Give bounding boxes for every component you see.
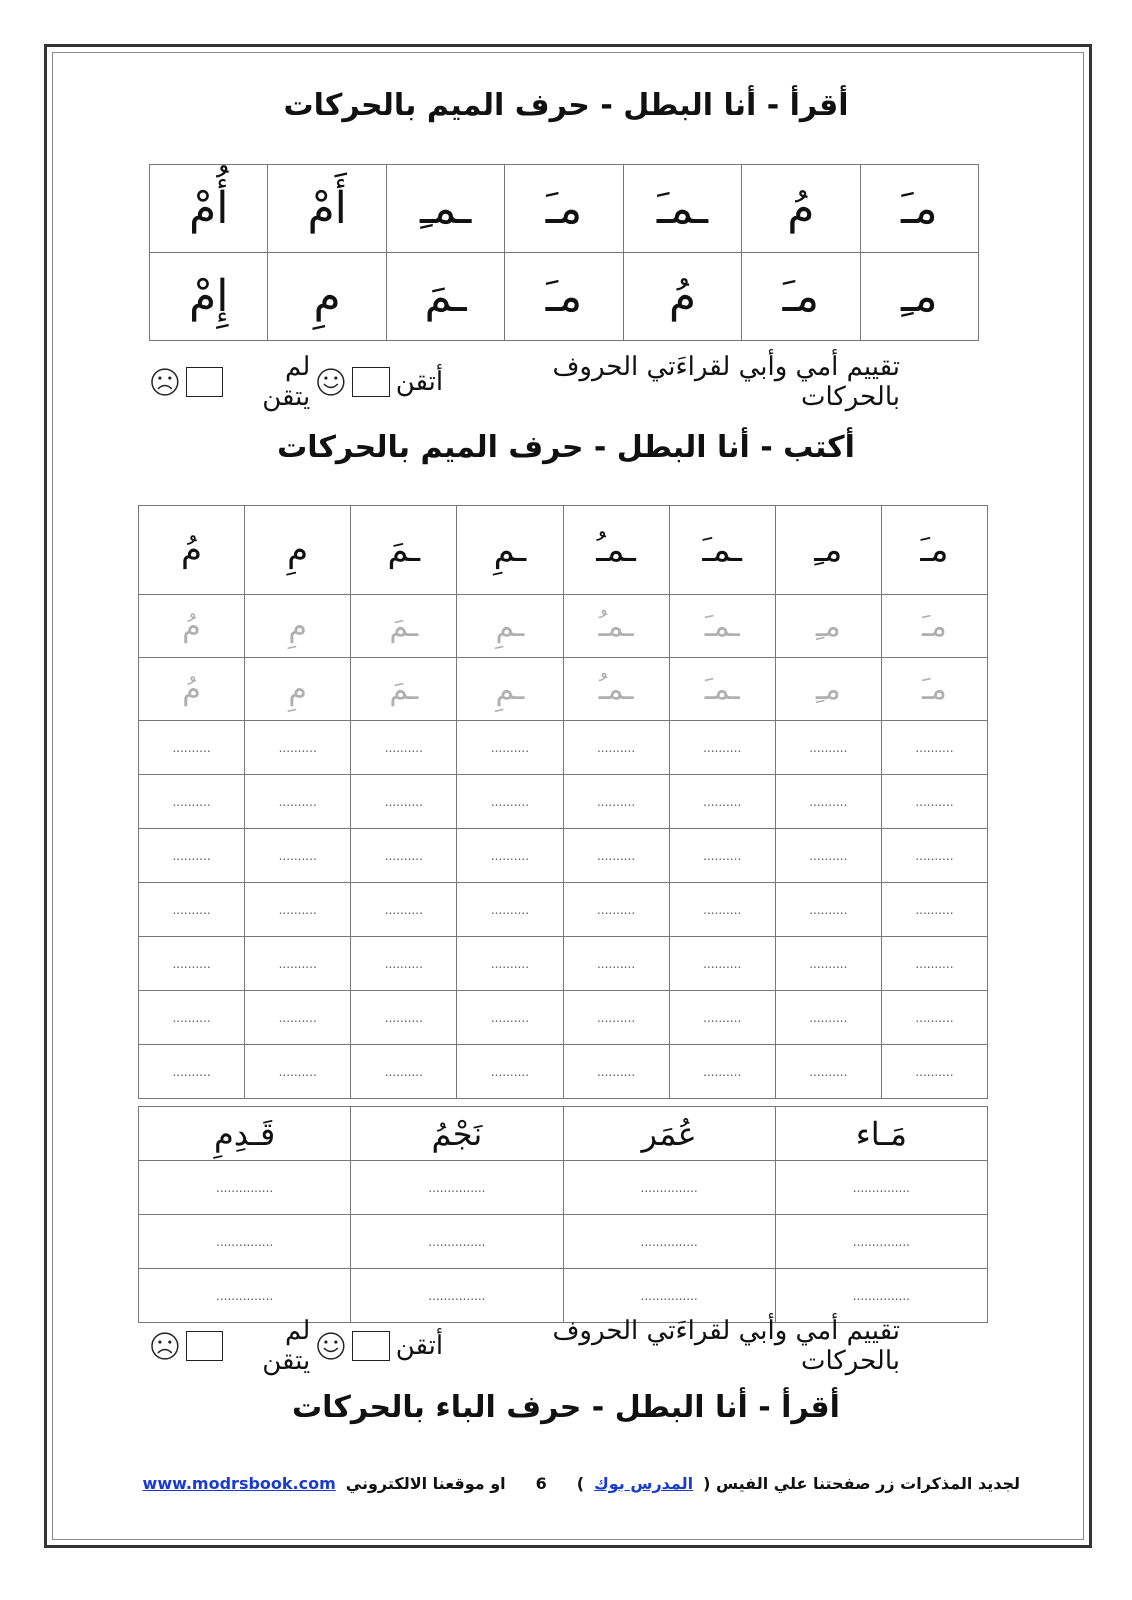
letter-cell: مـَ <box>505 165 623 253</box>
blank-writing-cell[interactable]: .......... <box>351 829 457 883</box>
blank-writing-cell[interactable]: ............... <box>563 1269 775 1323</box>
blank-writing-cell[interactable]: .......... <box>563 829 669 883</box>
blank-writing-cell[interactable]: .......... <box>881 937 987 991</box>
blank-writing-cell[interactable]: .......... <box>669 1045 775 1099</box>
not-mastered-label: لم يتقن <box>262 1316 311 1376</box>
blank-writing-cell[interactable]: ............... <box>563 1215 775 1269</box>
letter-cell: ـمـَ <box>623 165 741 253</box>
blank-writing-cell[interactable]: .......... <box>775 829 881 883</box>
blank-writing-cell[interactable]: .......... <box>457 883 563 937</box>
blank-writing-cell[interactable]: .......... <box>775 1045 881 1099</box>
footer-paren: ) <box>576 1474 585 1493</box>
letter-cell: مـِ <box>860 253 978 341</box>
model-cell: مـِ <box>775 506 881 595</box>
blank-writing-cell[interactable]: .......... <box>881 1045 987 1099</box>
model-cell: مِ <box>245 506 351 595</box>
letter-cell: مِ <box>268 253 386 341</box>
blank-writing-cell[interactable]: .......... <box>457 937 563 991</box>
trace-cell[interactable]: مُ <box>139 595 245 658</box>
blank-writing-cell[interactable]: .......... <box>775 883 881 937</box>
blank-writing-cell[interactable]: ............... <box>139 1269 351 1323</box>
word-cell: قَـدِمِ <box>139 1107 351 1161</box>
mastered-label: أتقن <box>395 367 444 397</box>
blank-writing-cell[interactable]: .......... <box>457 1045 563 1099</box>
page-number: 6 <box>535 1474 547 1493</box>
blank-row <box>139 775 988 829</box>
blank-writing-cell[interactable]: .......... <box>351 883 457 937</box>
blank-writing-cell[interactable]: .......... <box>563 991 669 1045</box>
blank-writing-cell[interactable]: ............... <box>351 1269 563 1323</box>
blank-writing-cell[interactable]: .......... <box>245 937 351 991</box>
blank-row <box>139 1215 988 1269</box>
smiley-face-icon <box>316 367 346 397</box>
blank-writing-cell[interactable]: .......... <box>457 775 563 829</box>
blank-writing-cell[interactable]: .......... <box>351 1045 457 1099</box>
letter-cell: ـمـِ <box>386 165 504 253</box>
blank-writing-cell[interactable]: .......... <box>669 937 775 991</box>
blank-writing-cell[interactable]: .......... <box>245 883 351 937</box>
blank-writing-cell[interactable]: .......... <box>669 775 775 829</box>
letter-cell: مـَ <box>505 253 623 341</box>
blank-row <box>139 1269 988 1323</box>
trace-cell[interactable]: ـمـُ <box>563 595 669 658</box>
blank-writing-cell[interactable]: .......... <box>139 883 245 937</box>
blank-writing-cell[interactable]: .......... <box>351 991 457 1045</box>
blank-writing-cell[interactable]: ............... <box>139 1161 351 1215</box>
evaluation-text: تقييم أمي وأبي لقراءَتي الحروف بالحركات <box>552 1316 900 1376</box>
blank-writing-cell[interactable]: ............... <box>775 1161 987 1215</box>
blank-writing-cell[interactable]: ............... <box>563 1161 775 1215</box>
blank-writing-cell[interactable]: .......... <box>245 829 351 883</box>
blank-writing-cell[interactable]: .......... <box>563 775 669 829</box>
mastered-checkbox[interactable] <box>352 1331 390 1361</box>
letter-cell: مُ <box>742 165 860 253</box>
blank-row <box>139 1045 988 1099</box>
write-table <box>138 505 988 1099</box>
trace-cell[interactable]: مـَ <box>881 595 987 658</box>
blank-writing-cell[interactable]: .......... <box>457 991 563 1045</box>
trace-cell[interactable]: مِ <box>245 595 351 658</box>
blank-writing-cell[interactable]: .......... <box>669 721 775 775</box>
blank-writing-cell[interactable]: .......... <box>139 721 245 775</box>
words-row <box>139 1107 988 1161</box>
sad-face-icon <box>150 1331 180 1361</box>
read-table <box>149 164 979 341</box>
evaluation-line-1 <box>150 352 900 412</box>
blank-writing-cell[interactable]: .......... <box>457 721 563 775</box>
footer <box>120 1474 1020 1493</box>
trace-cell[interactable]: ـمِ <box>457 658 563 721</box>
evaluation-text: تقييم أمي وأبي لقراءَتي الحروف بالحركات <box>552 352 900 412</box>
trace-cell[interactable]: مـِ <box>775 658 881 721</box>
word-cell: نَجْمُ <box>351 1107 563 1161</box>
trace-cell[interactable]: مـِ <box>775 595 881 658</box>
blank-writing-cell[interactable]: .......... <box>881 775 987 829</box>
blank-writing-cell[interactable]: .......... <box>245 775 351 829</box>
model-cell: ـمَ <box>351 506 457 595</box>
blank-writing-cell[interactable]: .......... <box>351 937 457 991</box>
blank-writing-cell[interactable]: .......... <box>775 937 881 991</box>
heading-read-mim: أقرأ - أنا البطل - حرف الميم بالحركات <box>283 88 849 123</box>
trace-cell[interactable]: ـمـَ <box>669 658 775 721</box>
blank-writing-cell[interactable]: .......... <box>775 991 881 1045</box>
trace-cell[interactable]: مـَ <box>881 658 987 721</box>
blank-writing-cell[interactable]: .......... <box>669 991 775 1045</box>
trace-cell[interactable]: ـمـَ <box>669 595 775 658</box>
blank-writing-cell[interactable]: .......... <box>669 883 775 937</box>
blank-writing-cell[interactable]: .......... <box>245 991 351 1045</box>
trace-cell[interactable]: ـمَ <box>351 658 457 721</box>
trace-cell[interactable]: مُ <box>139 658 245 721</box>
blank-writing-cell[interactable]: .......... <box>139 775 245 829</box>
blank-writing-cell[interactable]: .......... <box>139 991 245 1045</box>
blank-writing-cell[interactable]: .......... <box>563 883 669 937</box>
smiley-face-icon <box>316 1331 346 1361</box>
website-link[interactable]: www.modrsbook.com <box>142 1474 336 1493</box>
blank-writing-cell[interactable]: ............... <box>351 1215 563 1269</box>
facebook-page-link[interactable]: المدرس بوك <box>594 1474 694 1493</box>
letter-cell: مُ <box>623 253 741 341</box>
blank-writing-cell[interactable]: .......... <box>139 1045 245 1099</box>
model-cell: مـَ <box>881 506 987 595</box>
word-cell: عُمَر <box>563 1107 775 1161</box>
trace-cell[interactable]: ـمَ <box>351 595 457 658</box>
model-cell: ـمِ <box>457 506 563 595</box>
footer-site-text: او موقعنا الالكتروني <box>345 1474 506 1493</box>
letter-cell: أَمْ <box>268 165 386 253</box>
blank-writing-cell[interactable]: .......... <box>563 937 669 991</box>
blank-writing-cell[interactable]: .......... <box>245 721 351 775</box>
blank-writing-cell[interactable]: .......... <box>881 991 987 1045</box>
blank-writing-cell[interactable]: .......... <box>139 829 245 883</box>
blank-writing-cell[interactable]: .......... <box>563 721 669 775</box>
letter-cell: مـَ <box>860 165 978 253</box>
mastered-label: أتقن <box>395 1331 444 1361</box>
blank-writing-cell[interactable]: ............... <box>139 1215 351 1269</box>
evaluation-line-2 <box>150 1316 900 1376</box>
heading-read-ba: أقرأ - أنا البطل - حرف الباء بالحركات <box>292 1390 840 1425</box>
blank-writing-cell[interactable]: .......... <box>139 937 245 991</box>
trace-row <box>139 658 988 721</box>
not-mastered-checkbox[interactable] <box>186 1331 224 1361</box>
trace-row <box>139 595 988 658</box>
not-mastered-label: لم يتقن <box>262 352 311 412</box>
blank-writing-cell[interactable]: ............... <box>351 1161 563 1215</box>
blank-writing-cell[interactable]: .......... <box>881 883 987 937</box>
blank-row <box>139 1161 988 1215</box>
letter-cell: إِمْ <box>150 253 268 341</box>
blank-writing-cell[interactable]: .......... <box>351 775 457 829</box>
table-row <box>150 165 979 253</box>
blank-writing-cell[interactable]: .......... <box>245 1045 351 1099</box>
footer-text: لجديد المذكرات زر صفحتنا علي الفيس ( <box>703 1474 1020 1493</box>
heading-write-mim: أكتب - أنا البطل - حرف الميم بالحركات <box>277 430 855 465</box>
words-table <box>138 1106 988 1323</box>
letter-cell: ـمَ <box>386 253 504 341</box>
blank-writing-cell[interactable]: .......... <box>457 829 563 883</box>
blank-writing-cell[interactable]: .......... <box>775 721 881 775</box>
blank-writing-cell[interactable]: .......... <box>351 721 457 775</box>
trace-cell[interactable]: ـمـُ <box>563 658 669 721</box>
letter-cell: أُمْ <box>150 165 268 253</box>
mastered-checkbox[interactable] <box>352 367 390 397</box>
not-mastered-checkbox[interactable] <box>186 367 224 397</box>
blank-writing-cell[interactable]: .......... <box>669 829 775 883</box>
model-cell: مُ <box>139 506 245 595</box>
blank-row <box>139 721 988 775</box>
blank-writing-cell[interactable]: .......... <box>563 1045 669 1099</box>
blank-row <box>139 883 988 937</box>
word-cell: مَـاء <box>775 1107 987 1161</box>
blank-writing-cell[interactable]: .......... <box>775 775 881 829</box>
trace-cell[interactable]: ـمِ <box>457 595 563 658</box>
blank-row <box>139 937 988 991</box>
blank-row <box>139 829 988 883</box>
model-row <box>139 506 988 595</box>
blank-row <box>139 991 988 1045</box>
blank-writing-cell[interactable]: .......... <box>881 829 987 883</box>
trace-cell[interactable]: مِ <box>245 658 351 721</box>
letter-cell: مـَ <box>742 253 860 341</box>
blank-writing-cell[interactable]: .......... <box>881 721 987 775</box>
sad-face-icon <box>150 367 180 397</box>
model-cell: ـمـَ <box>669 506 775 595</box>
blank-writing-cell[interactable]: ............... <box>775 1269 987 1323</box>
model-cell: ـمـُ <box>563 506 669 595</box>
table-row <box>150 253 979 341</box>
blank-writing-cell[interactable]: ............... <box>775 1215 987 1269</box>
